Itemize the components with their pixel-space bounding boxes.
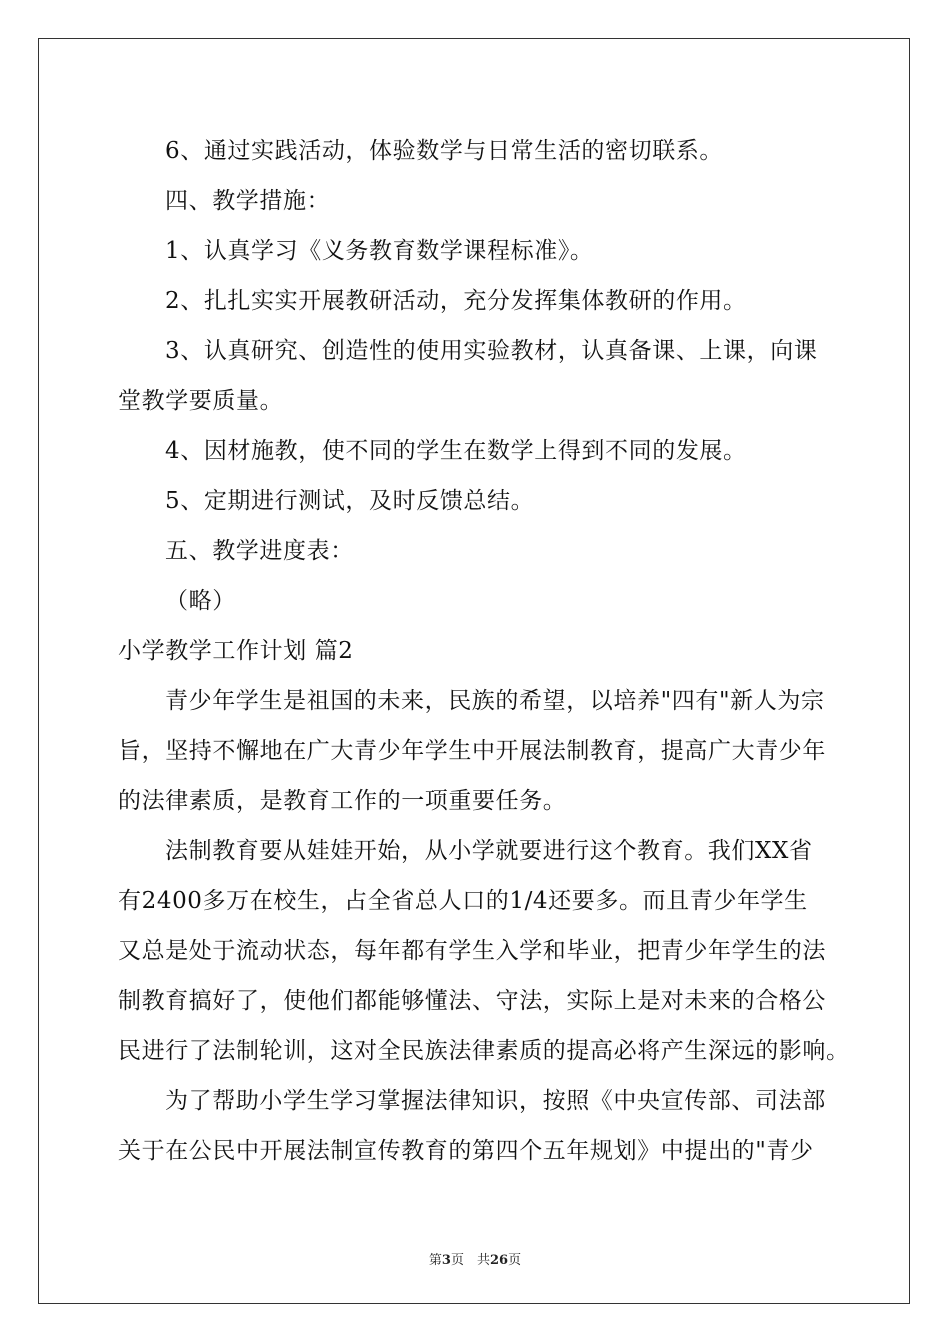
text-line: 1、认真学习《义务教育数学课程标准》。 [165, 238, 594, 264]
text-line: 为了帮助小学生学习掌握法律知识，按照《中央宣传部、司法部 [165, 1088, 826, 1114]
current-page-number: 3 [441, 1253, 451, 1268]
text-line: 法制教育要从娃娃开始，从小学就要进行这个教育。我们XX省 [165, 838, 813, 864]
text-line: 旨，坚持不懈地在广大青少年学生中开展法制教育，提高广大青少年 [118, 738, 826, 764]
text-line: 堂教学要质量。 [118, 388, 284, 414]
text-line: 青少年学生是祖国的未来，民族的希望，以培养"四有"新人为宗 [165, 688, 825, 714]
text-line: 关于在公民中开展法制宣传教育的第四个五年规划》中提出的"青少 [118, 1138, 814, 1164]
text-line: 民进行了法制轮训，这对全民族法律素质的提高必将产生深远的影响。 [118, 1038, 850, 1064]
section-heading: 五、教学进度表： [165, 538, 354, 564]
text-line: 有2400多万在校生，占全省总人口的1/4还要多。而且青少年学生 [118, 888, 808, 914]
page-footer [0, 1249, 950, 1268]
section-heading: 四、教学措施： [165, 188, 331, 214]
total-page-number: 26 [489, 1253, 509, 1268]
article-title: 小学教学工作计划 篇2 [118, 638, 354, 664]
footer-prefix: 第 [428, 1253, 442, 1268]
text-line: 6、通过实践活动，体验数学与日常生活的密切联系。 [165, 138, 724, 164]
text-line: 3、认真研究、创造性的使用实验教材，认真备课、上课，向课 [165, 338, 818, 364]
text-line: 5、定期进行测试，及时反馈总结。 [165, 488, 535, 514]
text-line: 2、扎扎实实开展教研活动，充分发挥集体教研的作用。 [165, 288, 747, 314]
text-line: 4、因材施教，使不同的学生在数学上得到不同的发展。 [165, 438, 747, 464]
footer-mid: 页 共 [450, 1253, 490, 1268]
text-line: 的法律素质，是教育工作的一项重要任务。 [118, 788, 567, 814]
footer-suffix: 页 [508, 1253, 522, 1268]
text-line: （略） [165, 588, 236, 614]
text-line: 制教育搞好了，使他们都能够懂法、守法，实际上是对未来的合格公 [118, 988, 826, 1014]
text-line: 又总是处于流动状态，每年都有学生入学和毕业，把青少年学生的法 [118, 938, 826, 964]
